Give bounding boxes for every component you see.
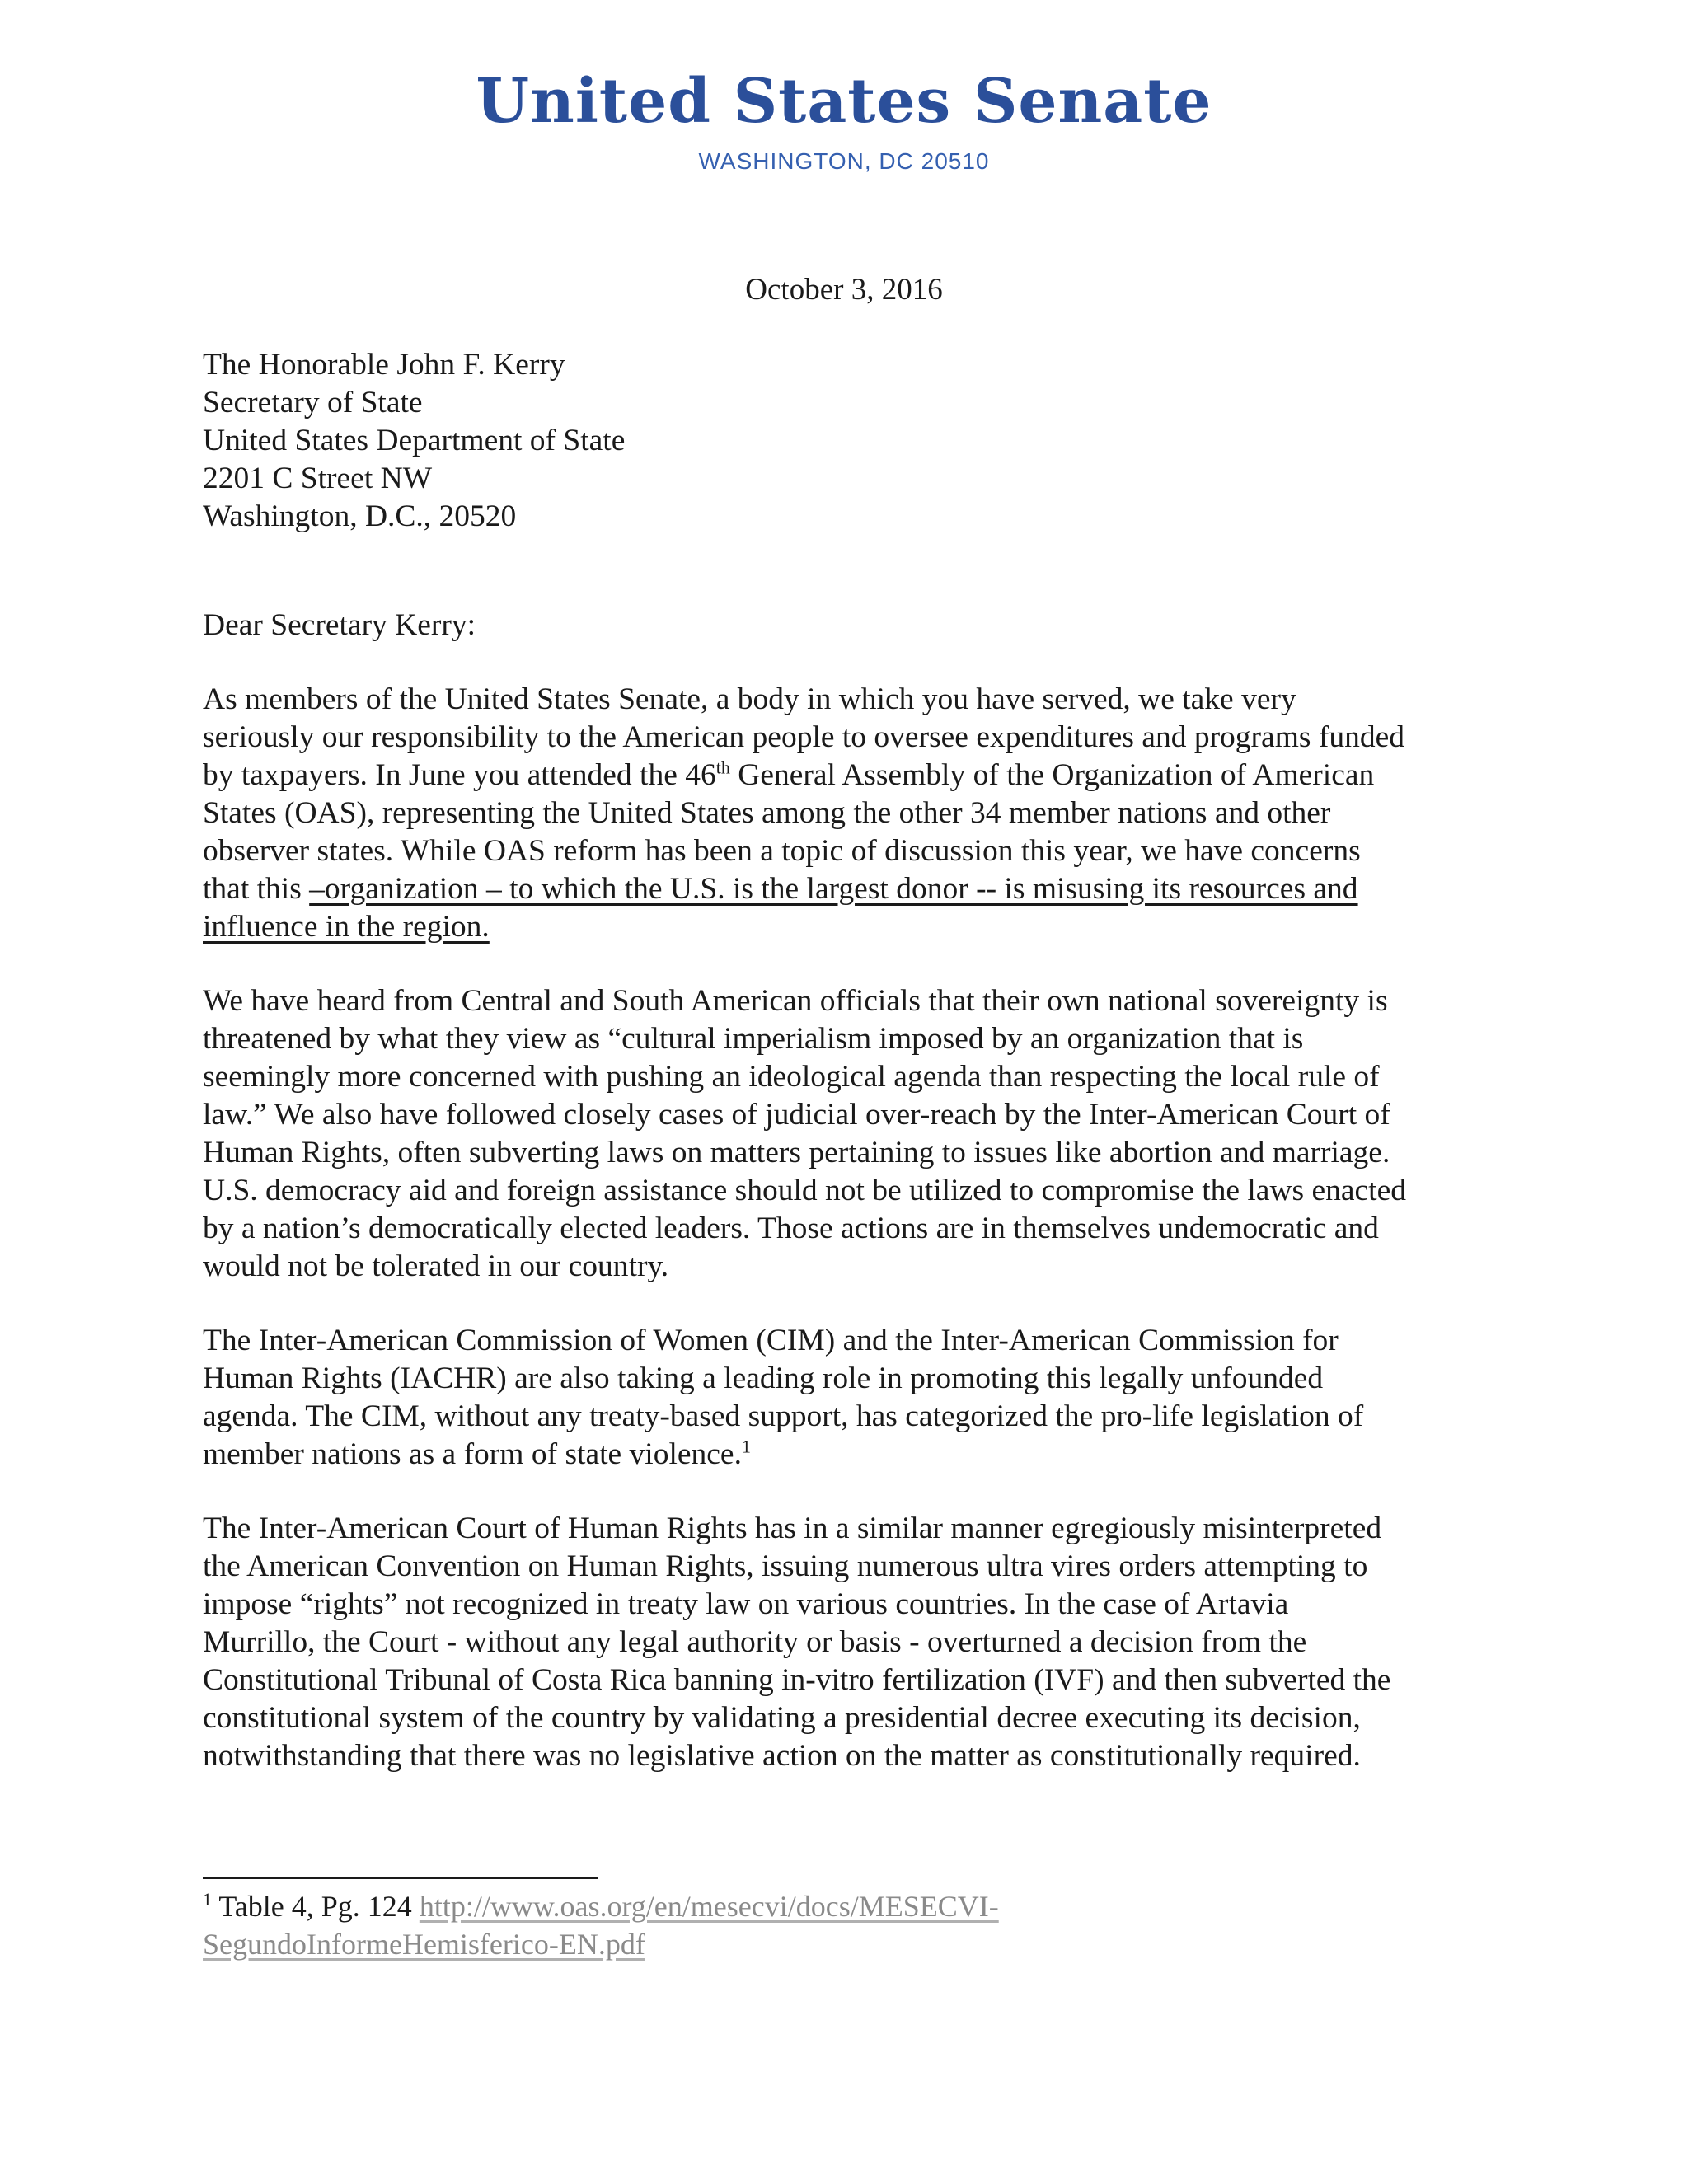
- salutation: Dear Secretary Kerry:: [203, 608, 476, 642]
- paragraph-line: would not be tolerated in our country.: [203, 1249, 669, 1283]
- paragraph-line: impose “rights” not recognized in treaty law on various countries. In the case of Artavia: [203, 1587, 1289, 1621]
- paragraph-line: threatened by what they view as “cultural imperialism imposed by an organization that is: [203, 1022, 1304, 1056]
- senate-title: United States Senate: [476, 66, 1212, 137]
- address-line: Washington, D.C., 20520: [203, 499, 517, 533]
- underlined-text: influence in the region.: [203, 910, 490, 944]
- paragraph-line: seemingly more concerned with pushing an ideological agenda than respecting the local rule of: [203, 1060, 1380, 1094]
- address-line: United States Department of State: [203, 424, 626, 457]
- footnote-link[interactable]: http://www.oas.org/en/mesecvi/docs/MESECVI-: [419, 1890, 999, 1923]
- paragraph-1: [203, 681, 1497, 946]
- footnote: [203, 1887, 1497, 1963]
- footnote-reference: 1: [741, 1436, 751, 1457]
- footnote-link-continued[interactable]: SegundoInformeHemisferico-EN.pdf: [203, 1928, 645, 1961]
- letterhead: [0, 66, 1688, 175]
- footnote-divider: [203, 1877, 598, 1879]
- paragraph-3: [203, 1322, 1497, 1474]
- text-run: General Assembly of the Organization of American: [729, 758, 1375, 792]
- paragraph-line: Constitutional Tribunal of Costa Rica banning in-vitro fertilization (IVF) and then subverted the: [203, 1663, 1391, 1697]
- paragraph-line: As members of the United States Senate, a body in which you have served, we take very: [203, 682, 1296, 716]
- paragraph-line: [203, 757, 1497, 794]
- letter-body: [203, 346, 1497, 1775]
- paragraph-line: [203, 870, 1497, 908]
- paragraph-line: U.S. democracy aid and foreign assistance should not be utilized to compromise the laws enacted: [203, 1174, 1406, 1207]
- paragraph-line: constitutional system of the country by validating a presidential decree executing its decision,: [203, 1701, 1361, 1735]
- footnote-line: [203, 1925, 1497, 1963]
- senate-address: WASHINGTON, DC 20510: [698, 148, 990, 174]
- paragraph-4: [203, 1510, 1497, 1775]
- footnote-text: Table 4, Pg. 124: [212, 1890, 420, 1923]
- paragraph-line: agenda. The CIM, without any treaty-based support, has categorized the pro-life legislation of: [203, 1399, 1364, 1433]
- address-line: 2201 C Street NW: [203, 462, 433, 495]
- paragraph-line: observer states. While OAS reform has been a topic of discussion this year, we have concerns: [203, 834, 1361, 868]
- superscript: th: [715, 757, 730, 778]
- paragraph-line: Human Rights (IACHR) are also taking a leading role in promoting this legally unfounded: [203, 1361, 1324, 1395]
- paragraph-line: [203, 1436, 1497, 1474]
- paragraph-2: [203, 982, 1497, 1286]
- text-run: member nations as a form of state violence.: [203, 1437, 742, 1471]
- recipient-address: [203, 346, 1497, 536]
- paragraph-line: States (OAS), representing the United States among the other 34 member nations and other: [203, 796, 1331, 830]
- paragraph-line: the American Convention on Human Rights, issuing numerous ultra vires orders attempting to: [203, 1549, 1368, 1583]
- paragraph-line: Murrillo, the Court - without any legal authority or basis - overturned a decision from the: [203, 1625, 1307, 1659]
- paragraph-line: The Inter-American Commission of Women (CIM) and the Inter-American Commission for: [203, 1324, 1339, 1357]
- paragraph-line: [203, 908, 1497, 946]
- paragraph-line: The Inter-American Court of Human Rights has in a similar manner egregiously misinterpreted: [203, 1511, 1382, 1545]
- text-run: that this: [203, 872, 310, 906]
- paragraph-line: We have heard from Central and South American officials that their own national sovereignty is: [203, 984, 1388, 1018]
- address-line: The Honorable John F. Kerry: [203, 348, 565, 382]
- text-run: by taxpayers. In June you attended the 46: [203, 758, 716, 792]
- paragraph-line: law.” We also have followed closely cases of judicial over-reach by the Inter-American Court of: [203, 1098, 1390, 1132]
- paragraph-line: seriously our responsibility to the American people to oversee expenditures and programs funded: [203, 720, 1404, 754]
- paragraph-line: by a nation’s democratically elected leaders. Those actions are in themselves undemocratic and: [203, 1212, 1379, 1245]
- address-line: Secretary of State: [203, 386, 423, 419]
- footnote-line: [203, 1887, 1497, 1925]
- paragraph-line: Human Rights, often subverting laws on matters pertaining to issues like abortion and marriage.: [203, 1136, 1390, 1169]
- underlined-text: –organization – to which the U.S. is the largest donor -- is misusing its resources and: [309, 872, 1358, 906]
- letter-date: October 3, 2016: [745, 273, 943, 307]
- footnote-marker: 1: [203, 1889, 212, 1910]
- paragraph-line: notwithstanding that there was no legislative action on the matter as constitutionally required.: [203, 1739, 1361, 1773]
